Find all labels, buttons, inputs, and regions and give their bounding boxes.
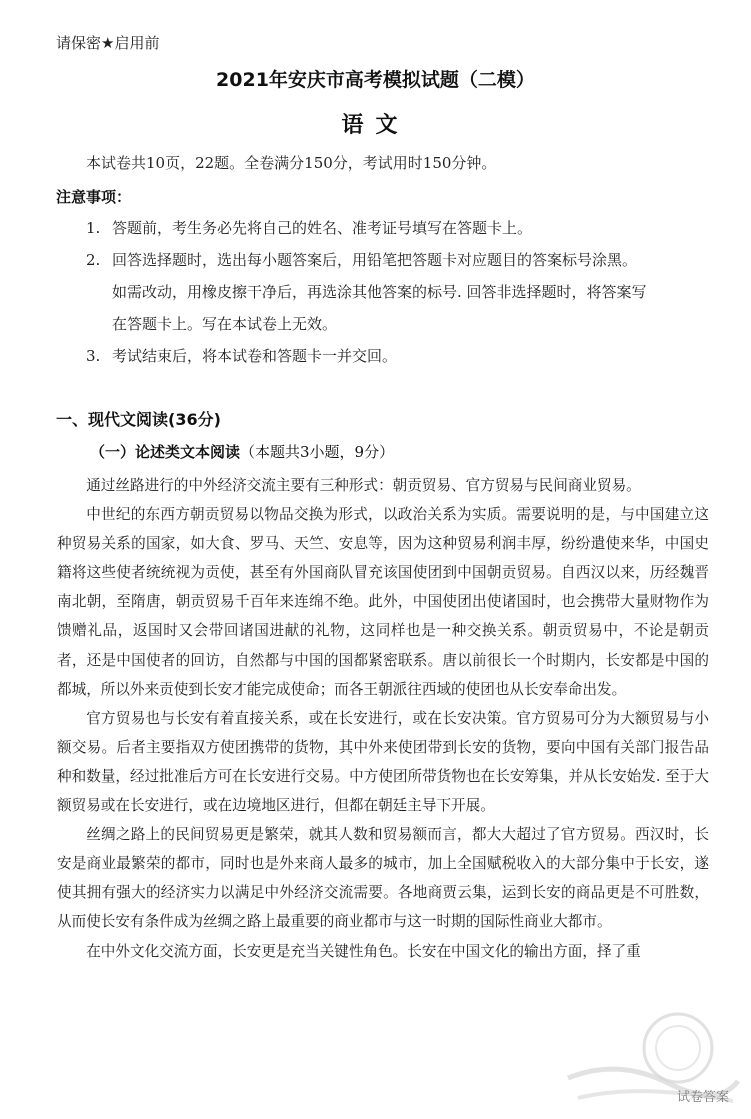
article-paragraph: 通过丝路进行的中外经济交流主要有三种形式：朝贡贸易、官方贸易与民间商业贸易。 [86,477,641,494]
notice-item-number: 1. [86,219,101,237]
article-paragraph: 在中外文化交流方面，长安更是充当关键性角色。长安在中国文化的输出方面，择了重 [86,942,641,960]
watermark-text: 试卷答案 [676,1090,729,1105]
notice-heading: 注意事项： [56,188,132,206]
exam-title: 2021年安庆市高考模拟试题（二模） [216,69,535,91]
section-heading: 一、现代文阅读(36分) [56,410,221,429]
subsection-heading [90,441,394,462]
notice-item-text: 回答选择题时，选出每小题答案后，用铅笔把答题卡对应题目的答案标号涂黑。 [112,251,638,269]
article-paragraph: 丝绸之路上的民间贸易更是繁荣，就其人数和贸易额而言，都大大超过了官方贸易。西汉时，长安是商业最繁荣的都市，同时也是外来商人最多的城市，加上全国赋税收入的大部分集中于长安，遂使其拥有强大的经济实力以满足中外经济交流需要。各地商贾云集，运到长安的商品更是不可胜数，从而使长安有条件成为丝绸之路上最重要的商业都市与这一时期的国际性商业大都市。 [57,826,709,931]
subsection-note: （本题共3小题，9分） [240,443,395,461]
notice-item-2 [86,244,716,340]
notice-item-continuation: 如需改动，用橡皮擦干净后，再选涂其他答案的标号. 回答非选择题时，将答案写 [112,283,647,301]
notice-item-1 [86,212,716,244]
article-paragraph: 中世纪的东西方朝贡贸易以物品交换为形式，以政治关系为实质。需要说明的是，与中国建立这种贸易关系的国家，如大食、罗马、天竺、安息等，因为这种贸易利润丰厚，纷纷遣使来华，中国史籍将这些使者统统视为贡使，甚至有外国商队冒充该国使团到中国朝贡贸易。自西汉以来，历经魏晋南北朝，至隋唐，朝贡贸易千百年来连绵不绝。此外，中国使团出使诸国时，也会携带大量财物作为馈赠礼品，返国时又会带回诸国进献的礼物，这同样也是一种交换关系。朝贡贸易中，不论是朝贡者，还是中国使者的回访，自然都与中国的国都紧密联系。唐以前很长一个时期内，长安都是中国的都城，所以外来贡使到长安才能完成使命；而各王朝派往西域的使团也从长安奉命出发。 [57,506,709,698]
notice-item-text: 考试结束后，将本试卷和答题卡一并交回。 [112,347,398,365]
notice-item-number: 3. [86,347,101,365]
subject-title: 语文 [341,113,410,138]
notice-item-3 [86,340,716,372]
confidential-label: 请保密★启用前 [56,34,160,52]
reading-article [57,471,709,966]
exam-info: 本试卷共10页，22题。全卷满分150分，考试用时150分钟。 [86,154,497,172]
article-paragraph: 官方贸易也与长安有着直接关系，或在长安进行，或在长安决策。官方贸易可分为大额贸易与小额交易。后者主要指双方使团携带的货物，其中外来使团带到长安的货物，要向中国有关部门报告品种和数量，经过批准后方可在长安进行交易。中方使团所带货物也在长安筹集，并从长安始发. 至于大额贸易或在长安进行，或在边境地区进行，但都在朝廷主导下开展。 [57,709,709,815]
notice-item-continuation: 在答题卡上。写在本试卷上无效。 [112,315,338,333]
subsection-title: （一）论述类文本阅读 [90,443,241,461]
notice-item-text: 答题前，考生务必先将自己的姓名、准考证号填写在答题卡上。 [112,219,533,237]
notice-item-number: 2. [86,251,101,269]
